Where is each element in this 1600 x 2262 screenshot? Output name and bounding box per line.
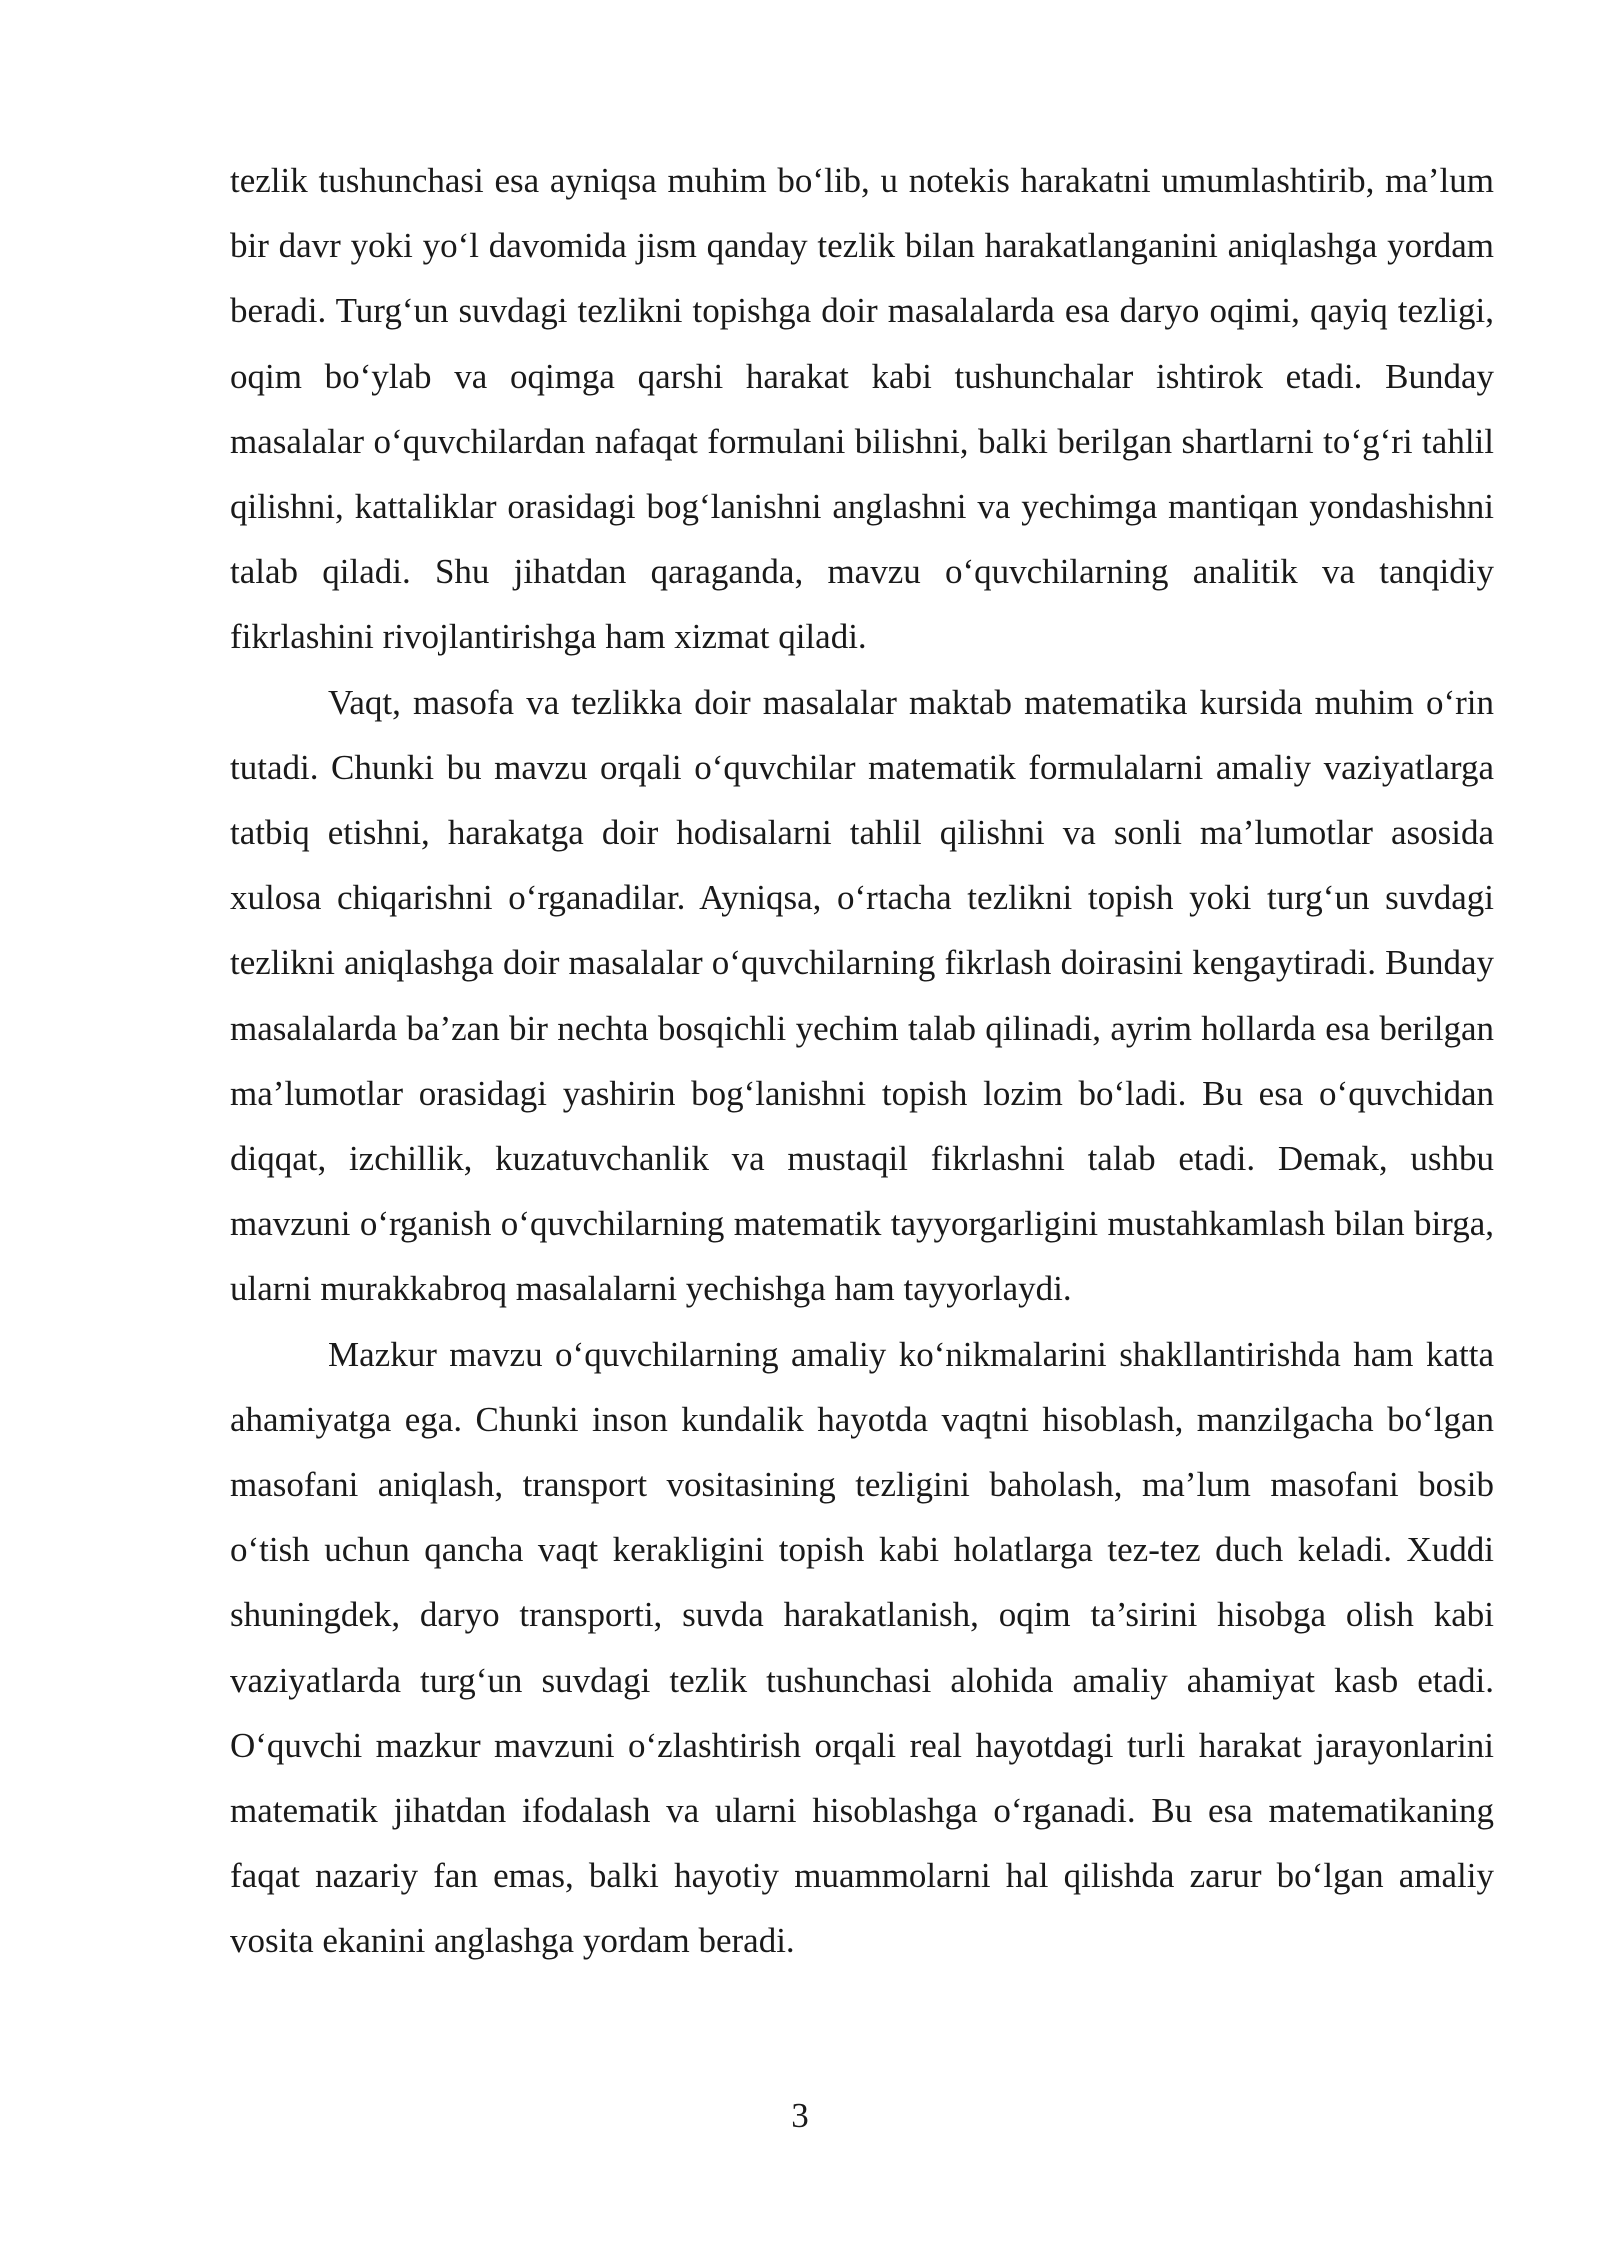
page-number: 3 [791,2096,809,2135]
paragraph-importance: Vaqt, masofa va tezlikka doir masalalar maktab matematika kursida muhim o‘rin tutadi. Chunki bu mavzu orqali o‘quvchilar matematik formulalarni amaliy vaziyatlarga tatbiq etishni, harakatga doir hodisalarni tahlil qilishni va sonli ma’lumotlar asosida xulosa chiqarishni o‘rganadilar. Ayniqsa, o‘rtacha tezlikni topish yoki turg‘un suvdagi tezlikni aniqlashga doir masalalar o‘quvchilarning fikrlash doirasini kengaytiradi. Bunday masalalarda ba’zan bir nechta bosqichli yechim talab qilinadi, ayrim hollarda esa berilgan ma’lumotlar orasidagi yashirin bog‘lanishni topish lozim bo‘ladi. Bu esa o‘quvchidan diqqat, izchillik, kuzatuvchanlik va mustaqil fikrlashni talab etadi. Demak, ushbu mavzuni o‘rganish o‘quvchilarning matematik tayyorgarligini mustahkamlash bilan birga, ularni murakkabroq masalalarni yechishga ham tayyorlaydi. [230,682,1494,1309]
paragraph-practical-skills: Mazkur mavzu o‘quvchilarning amaliy ko‘nikmalarini shakllantirishda ham katta ahamiyatga ega. Chunki inson kundalik hayotda vaqtni hisoblash, manzilgacha bo‘lgan masofani aniqlash, transport vositasining tezligini baholash, ma’lum masofani bosib o‘tish uchun qancha vaqt kerakligini topish kabi holatlarga tez-tez duch keladi. Xuddi shuningdek, daryo transporti, suvda harakatlanish, oqim ta’sirini hisobga olish kabi vaziyatlarda turg‘un suvdagi tezlik tushunchasi alohida amaliy ahamiyat kasb etadi. O‘quvchi mazkur mavzuni o‘zlashtirish orqali real hayotdagi turli harakat jarayonlarini matematik jihatdan ifodalash va ularni hisoblashga o‘rganadi. Bu esa matematikaning faqat nazariy fan emas, balki hayotiy muammolarni hal qilishda zarur bo‘lgan amaliy vosita ekanini anglashga yordam beradi. [230,1334,1494,1961]
paragraph-continuation: tezlik tushunchasi esa ayniqsa muhim bo‘lib, u notekis harakatni umumlashtirib, ma’lum bir davr yoki yo‘l davomida jism qanday tezlik bilan harakatlanganini aniqlashga yordam beradi. Turg‘un suvdagi tezlikni topishga doir masalalarda esa daryo oqimi, qayiq tezligi, oqim bo‘ylab va oqimga qarshi harakat kabi tushunchalar ishtirok etadi. Bunday masalalar o‘quvchilardan nafaqat formulani bilishni, balki berilgan shartlarni to‘g‘ri tahlil qilishni, kattaliklar orasidagi bog‘lanishni anglashni va yechimga mantiqan yondashishni talab qiladi. Shu jihatdan qaraganda, mavzu o‘quvchilarning analitik va tanqidiy fikrlashini rivojlantirishga ham xizmat qiladi. [230,161,1494,657]
document-body [230,148,1494,1974]
